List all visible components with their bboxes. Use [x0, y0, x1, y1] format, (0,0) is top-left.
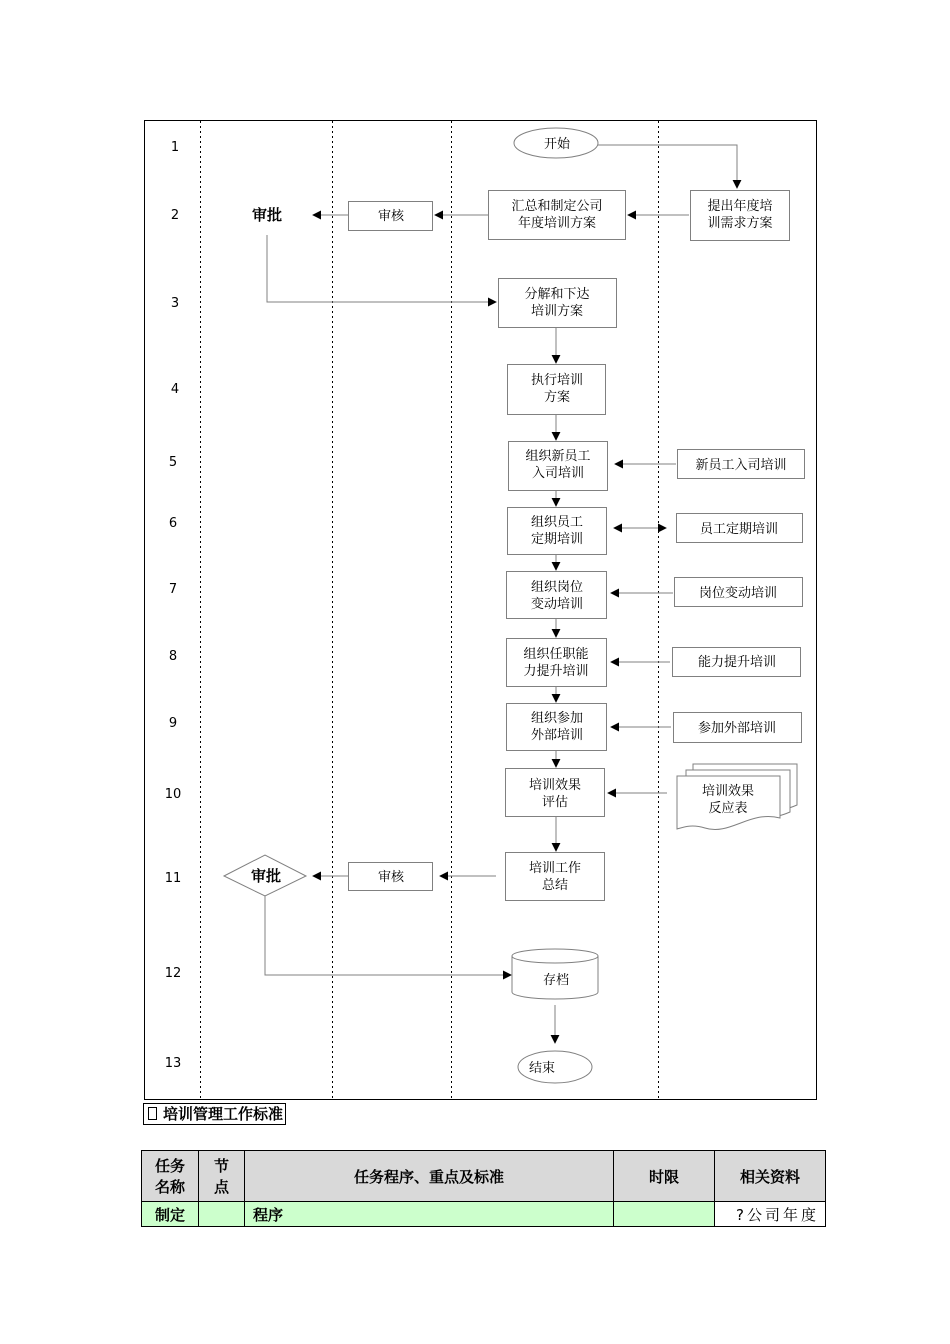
approve-label: 审批 [251, 206, 283, 224]
column-header: 时限 [614, 1151, 715, 1202]
row-number: 10 [164, 787, 182, 802]
column-header: 任务 名称 [142, 1151, 199, 1202]
node-label: 汇总和制定公司年度培训方案 [511, 199, 603, 231]
table-cell [614, 1202, 715, 1227]
connector-arrow [598, 145, 737, 188]
process-box [506, 853, 605, 901]
archive-cylinder [512, 949, 598, 963]
row-number: 13 [164, 1056, 182, 1071]
node-label: 执行培训方案 [530, 373, 584, 405]
node-label: 培训效果评估 [528, 778, 582, 810]
table-header-row [142, 1151, 826, 1202]
node-label: 组织新员工入司培训 [525, 449, 591, 481]
column-header: 任务程序、重点及标准 [245, 1151, 614, 1202]
row-number: 4 [170, 382, 180, 397]
checkbox-marker-icon [148, 1107, 157, 1120]
row-number: 11 [164, 871, 182, 886]
row-number: 9 [168, 716, 178, 731]
row-number: 5 [168, 455, 178, 470]
approve-label: 审批 [250, 867, 282, 885]
node-label: 组织参加外部培训 [530, 711, 584, 743]
node-label: 审核 [377, 209, 405, 224]
row-number: 1 [170, 140, 180, 155]
row-number: 3 [170, 296, 180, 311]
start-label: 开始 [543, 137, 571, 152]
node-label: 员工定期培训 [699, 522, 779, 537]
archive-label: 存档 [542, 973, 570, 988]
row-number: 8 [168, 649, 178, 664]
node-label: 组织岗位变动培训 [530, 580, 584, 612]
node-label: 能力提升培训 [697, 655, 777, 670]
row-number: 12 [164, 966, 182, 981]
node-label: 分解和下达培训方案 [524, 287, 590, 319]
section-heading [143, 1103, 286, 1125]
row-number: 7 [168, 582, 178, 597]
node-label: 培训效果反应表 [701, 784, 755, 816]
table-cell: 程序 [245, 1202, 614, 1227]
connector-arrow [267, 235, 496, 302]
process-box [499, 279, 617, 328]
end-label: 结束 [528, 1061, 556, 1076]
node-label: 组织任职能力提升培训 [523, 647, 589, 679]
row-number: 2 [170, 208, 180, 223]
diagram-frame [145, 121, 817, 1100]
node-label: 岗位变动培训 [698, 586, 778, 601]
node-label: 培训工作总结 [528, 861, 582, 893]
node-label: 提出年度培训需求方案 [707, 199, 773, 231]
column-header: 节 点 [199, 1151, 245, 1202]
process-box [507, 639, 607, 687]
standards-table [141, 1150, 826, 1227]
node-label: 参加外部培训 [697, 721, 777, 736]
process-box [489, 191, 626, 240]
table-cell [199, 1202, 245, 1227]
section-heading-text: 培训管理工作标准 [163, 1105, 284, 1123]
table-cell: ?公司年度 [715, 1202, 826, 1227]
node-label: 新员工入司培训 [695, 458, 787, 473]
table-cell: 制定 [142, 1202, 199, 1227]
row-number: 6 [168, 516, 178, 531]
table-row [142, 1202, 826, 1227]
node-label: 审核 [377, 870, 405, 885]
connector-arrow [265, 896, 511, 975]
node-label: 组织员工定期培训 [530, 515, 584, 547]
column-header: 相关资料 [715, 1151, 826, 1202]
